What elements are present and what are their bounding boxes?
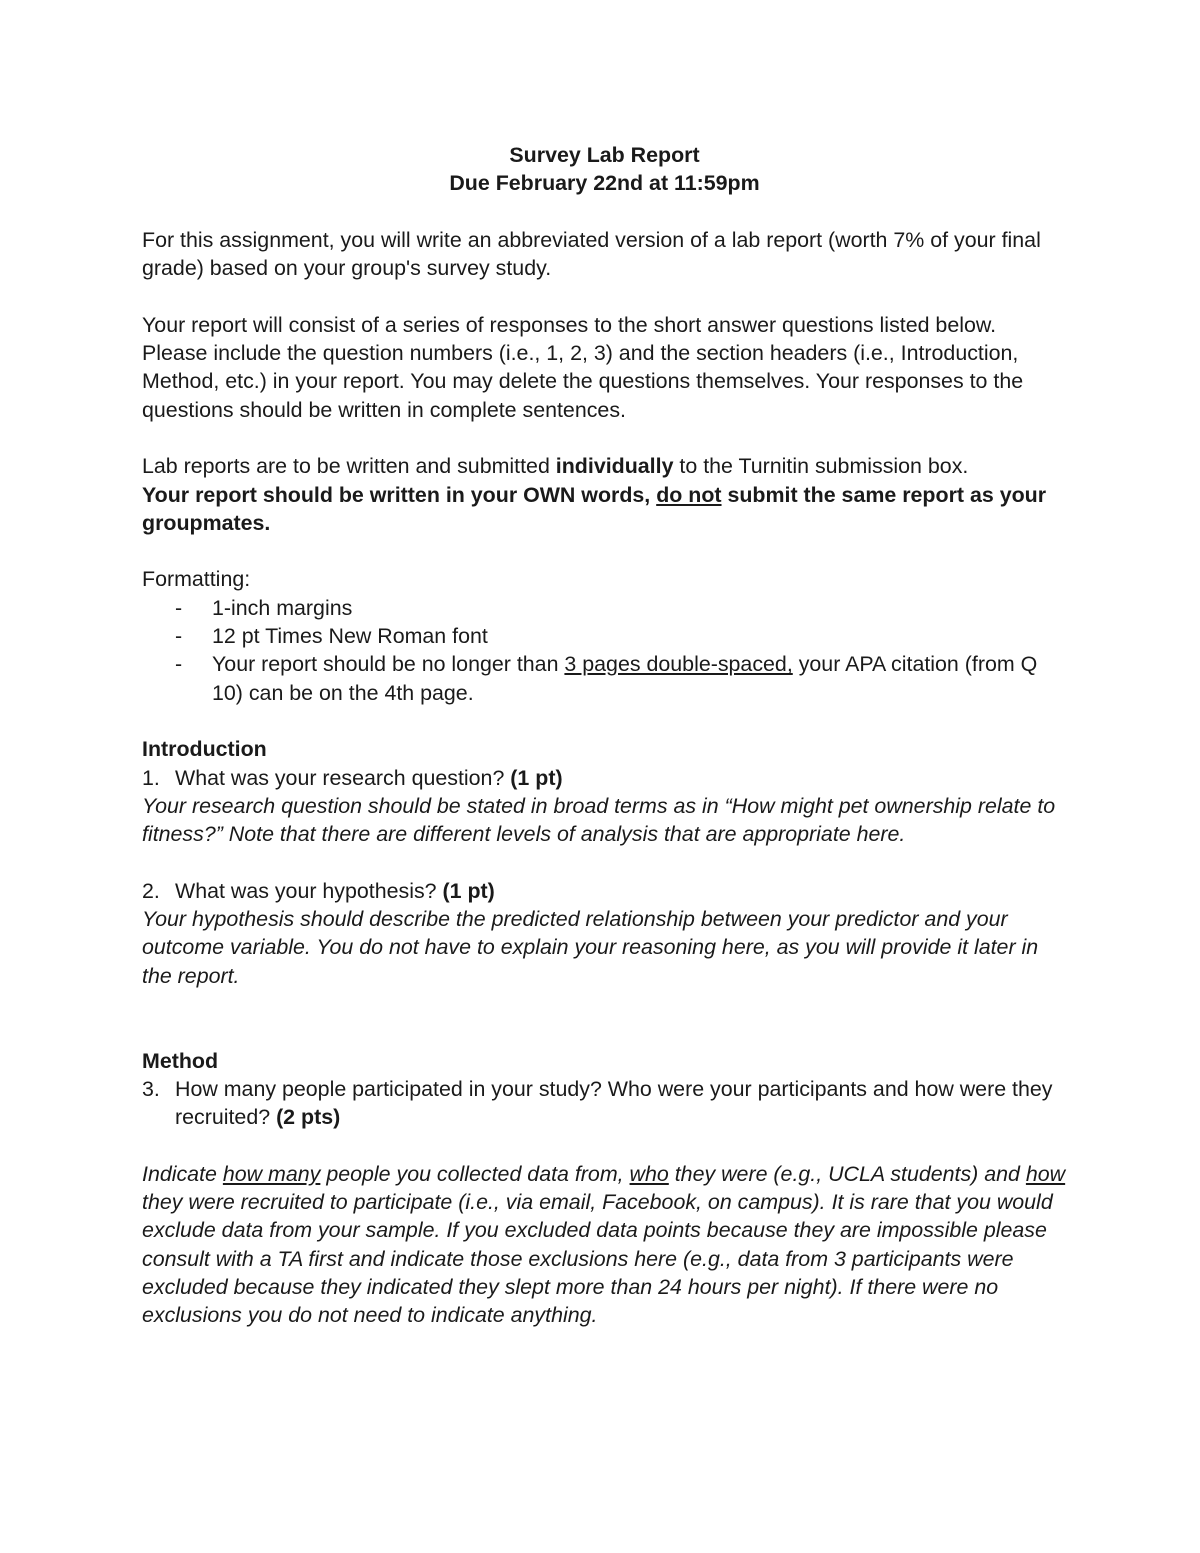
intro-paragraph: For this assignment, you will write an abbreviated version of a lab report (worth 7% of your final grade) based on your group's survey study.	[142, 227, 1041, 281]
dash-marker: -	[175, 652, 183, 677]
report-paragraph: Your report will consist of a series of responses to the short answer questions listed below. Please include the question numbers (i.e., 1, 2, 3) and the section headers (i.e., Introduction, Method, etc.) in your report. You may delete the questions themselves. Your responses to the questions should be written in complete sentences.	[142, 312, 1024, 422]
question-text: What was your research question?	[175, 765, 511, 790]
question-number: 1.	[142, 765, 160, 790]
list-item-text: 1-inch margins	[212, 595, 353, 620]
question-points: (1 pt)	[510, 765, 563, 790]
own-words-warning-2: submit the same report as your groupmates.	[142, 482, 1047, 535]
submission-text: Lab reports are to be written and submitted	[142, 454, 556, 479]
page-limit-text: 3 pages double-spaced,	[564, 652, 793, 677]
due-date: Due February 22nd at 11:59pm	[449, 171, 760, 196]
do-not-text: do not	[656, 482, 722, 507]
question-1-note: Your research question should be stated in broad terms as in “How might pet ownership relate to fitness?” Note that there are different levels of analysis that are appropriate here.	[142, 793, 1056, 847]
question-number: 3.	[142, 1076, 160, 1101]
question-number: 2.	[142, 878, 160, 903]
question-2-note: Your hypothesis should describe the predicted relationship between your predictor and your outcome variable. You do not have to explain your reasoning here, as you will provide it later in the report.	[142, 907, 1039, 988]
question-3-note	[142, 1160, 1067, 1330]
question-1	[142, 764, 1067, 792]
submission-text-2: to the Turnitin submission box.	[673, 454, 969, 479]
question-points: (1 pt)	[442, 878, 495, 903]
own-words-warning: Your report should be written in your OWN words,	[142, 482, 657, 507]
dash-marker: -	[175, 624, 183, 649]
note-text: they were recruited to participate (i.e., via email, Facebook, on campus). It is rare that you would exclude data from your sample. If you excluded data points because they are impossible please consult with a TA first and indicate those exclusions here (e.g., data from 3 participants were excluded because they indicated they slept more than 24 hours per night). If there were no exclusions you do not need to indicate anything.	[142, 1189, 1053, 1328]
list-item	[142, 622, 1067, 650]
method-heading: Method	[142, 1048, 219, 1073]
who-text: who	[629, 1161, 669, 1186]
question-points: (2 pts)	[276, 1105, 341, 1130]
document-title: Survey Lab Report	[509, 143, 700, 167]
formatting-list	[142, 594, 1067, 707]
how-text: how	[1025, 1161, 1066, 1186]
individually-text: individually	[555, 454, 674, 479]
list-item-text: 12 pt Times New Roman font	[212, 624, 488, 649]
submission-paragraph	[142, 452, 1067, 537]
question-text: What was your hypothesis?	[175, 878, 443, 903]
introduction-heading: Introduction	[142, 737, 267, 762]
list-item-text: Your report should be no longer than	[212, 652, 565, 677]
note-text: people you collected data from,	[320, 1161, 630, 1186]
formatting-label: Formatting:	[142, 567, 251, 592]
list-item	[142, 650, 1067, 707]
how-many-text: how many	[222, 1161, 321, 1186]
question-text: How many people participated in your study? Who were your participants and how were they recruited?	[175, 1076, 1053, 1130]
dash-marker: -	[175, 595, 183, 620]
list-item-text-2: your APA citation (from Q 10) can be on the 4th page.	[212, 652, 1038, 705]
list-item	[142, 594, 1067, 622]
question-3	[142, 1075, 1067, 1132]
document-page	[142, 141, 1067, 1329]
note-text: Indicate	[142, 1161, 223, 1186]
note-text: they were (e.g., UCLA students) and	[668, 1161, 1026, 1186]
question-2	[142, 877, 1067, 905]
